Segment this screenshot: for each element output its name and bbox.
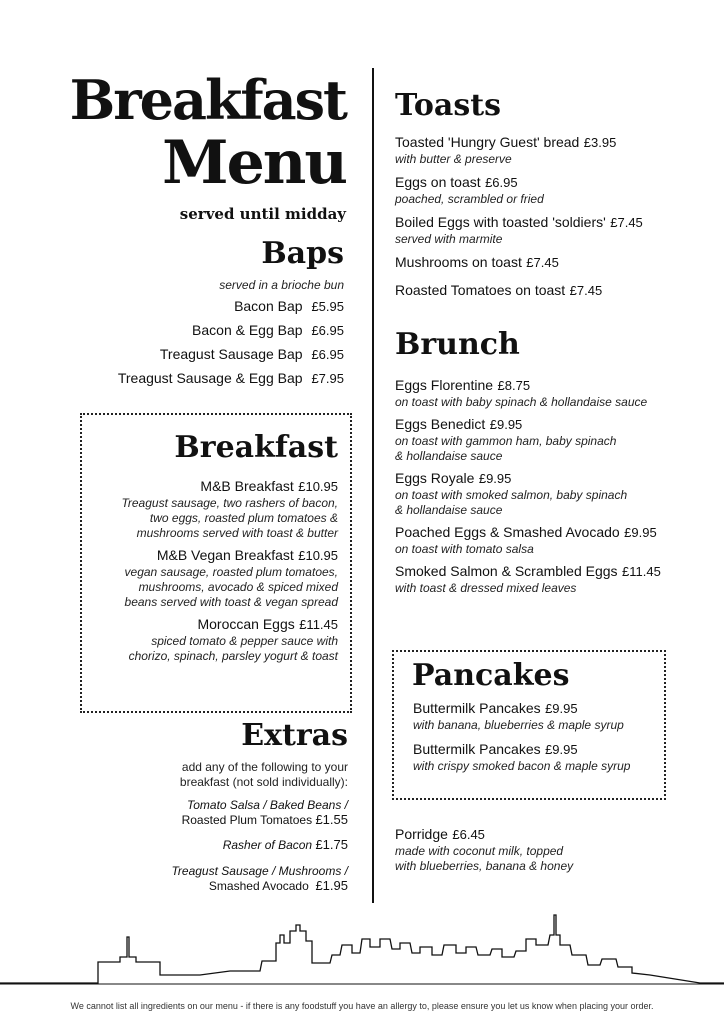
castle-skyline-illustration bbox=[0, 905, 724, 990]
list-item: Rasher of Bacon £1.75 bbox=[222, 837, 348, 852]
toasts-heading: Toasts bbox=[395, 88, 501, 123]
breakfast-list bbox=[98, 478, 338, 664]
list-item: Eggs Benedict £9.95 on toast with gammon ham, baby spinach & hollandaise sauce bbox=[395, 416, 617, 463]
pancakes-list bbox=[413, 700, 658, 774]
brunch-heading: Brunch bbox=[395, 327, 520, 362]
menu-subtitle: served until midday bbox=[179, 205, 346, 223]
list-item: Treagust Sausage Bap £6.95 bbox=[159, 346, 344, 362]
baps-heading: Baps bbox=[261, 236, 344, 271]
list-item: Smoked Salmon & Scrambled Eggs £11.45 with toast & dressed mixed leaves bbox=[395, 563, 661, 595]
extras-note: add any of the following to your breakfast (not sold individually): bbox=[179, 760, 348, 789]
list-item: Roasted Tomatoes on toast £7.45 bbox=[395, 282, 603, 298]
list-item: Tomato Salsa / Baked Beans / Roasted Plum Tomatoes £1.55 bbox=[181, 798, 348, 827]
list-item: Bacon Bap £5.95 bbox=[234, 298, 344, 314]
list-item: Bacon & Egg Bap £6.95 bbox=[192, 322, 344, 338]
column-divider bbox=[372, 68, 374, 903]
menu-title-line2: Menu bbox=[162, 128, 346, 198]
list-item: M&B Breakfast £10.95 Treagust sausage, two rashers of bacon, two eggs, roasted plum tomatoes & mushrooms served with toast & butter bbox=[121, 478, 338, 540]
baps-note: served in a brioche bun bbox=[219, 278, 344, 292]
list-item: Eggs Royale £9.95 on toast with smoked salmon, baby spinach & hollandaise sauce bbox=[395, 470, 628, 517]
extras-list bbox=[171, 798, 348, 893]
list-item: Buttermilk Pancakes £9.95 with crispy smoked bacon & maple syrup bbox=[413, 741, 631, 773]
porridge-item: Porridge £6.45 made with coconut milk, topped with blueberries, banana & honey bbox=[395, 826, 574, 873]
menu-title-line1: Breakfast bbox=[69, 68, 346, 132]
breakfast-heading: Breakfast bbox=[174, 430, 338, 465]
list-item: Mushrooms on toast £7.45 bbox=[395, 254, 559, 270]
list-item: Buttermilk Pancakes £9.95 with banana, blueberries & maple syrup bbox=[413, 700, 624, 732]
list-item: Moroccan Eggs £11.45 spiced tomato & pepper sauce with chorizo, spinach, parsley yogurt & toast bbox=[128, 616, 338, 663]
list-item: Treagust Sausage / Mushrooms / Smashed Avocado £1.95 bbox=[171, 864, 348, 893]
allergy-footer-note: We cannot list all ingredients on our menu - if there is any foodstuff you have an allergy to, please ensure you let us know when placing your order. bbox=[70, 1001, 654, 1011]
toasts-list bbox=[395, 134, 715, 300]
list-item: Boiled Eggs with toasted 'soldiers' £7.45 served with marmite bbox=[395, 214, 643, 246]
list-item: Poached Eggs & Smashed Avocado £9.95 on toast with tomato salsa bbox=[395, 524, 657, 556]
list-item: Treagust Sausage & Egg Bap £7.95 bbox=[117, 370, 344, 386]
pancakes-heading: Pancakes bbox=[412, 658, 570, 693]
list-item: M&B Vegan Breakfast £10.95 vegan sausage, roasted plum tomatoes, mushrooms, avocado & spiced mixed beans served with toast & vegan spread bbox=[124, 547, 338, 609]
baps-list bbox=[44, 298, 344, 394]
list-item: Toasted 'Hungry Guest' bread £3.95 with butter & preserve bbox=[395, 134, 617, 166]
list-item: Eggs Florentine £8.75 on toast with baby spinach & hollandaise sauce bbox=[395, 377, 648, 409]
list-item: Eggs on toast £6.95 poached, scrambled or fried bbox=[395, 174, 544, 206]
brunch-list bbox=[395, 377, 715, 596]
extras-heading: Extras bbox=[241, 718, 348, 753]
